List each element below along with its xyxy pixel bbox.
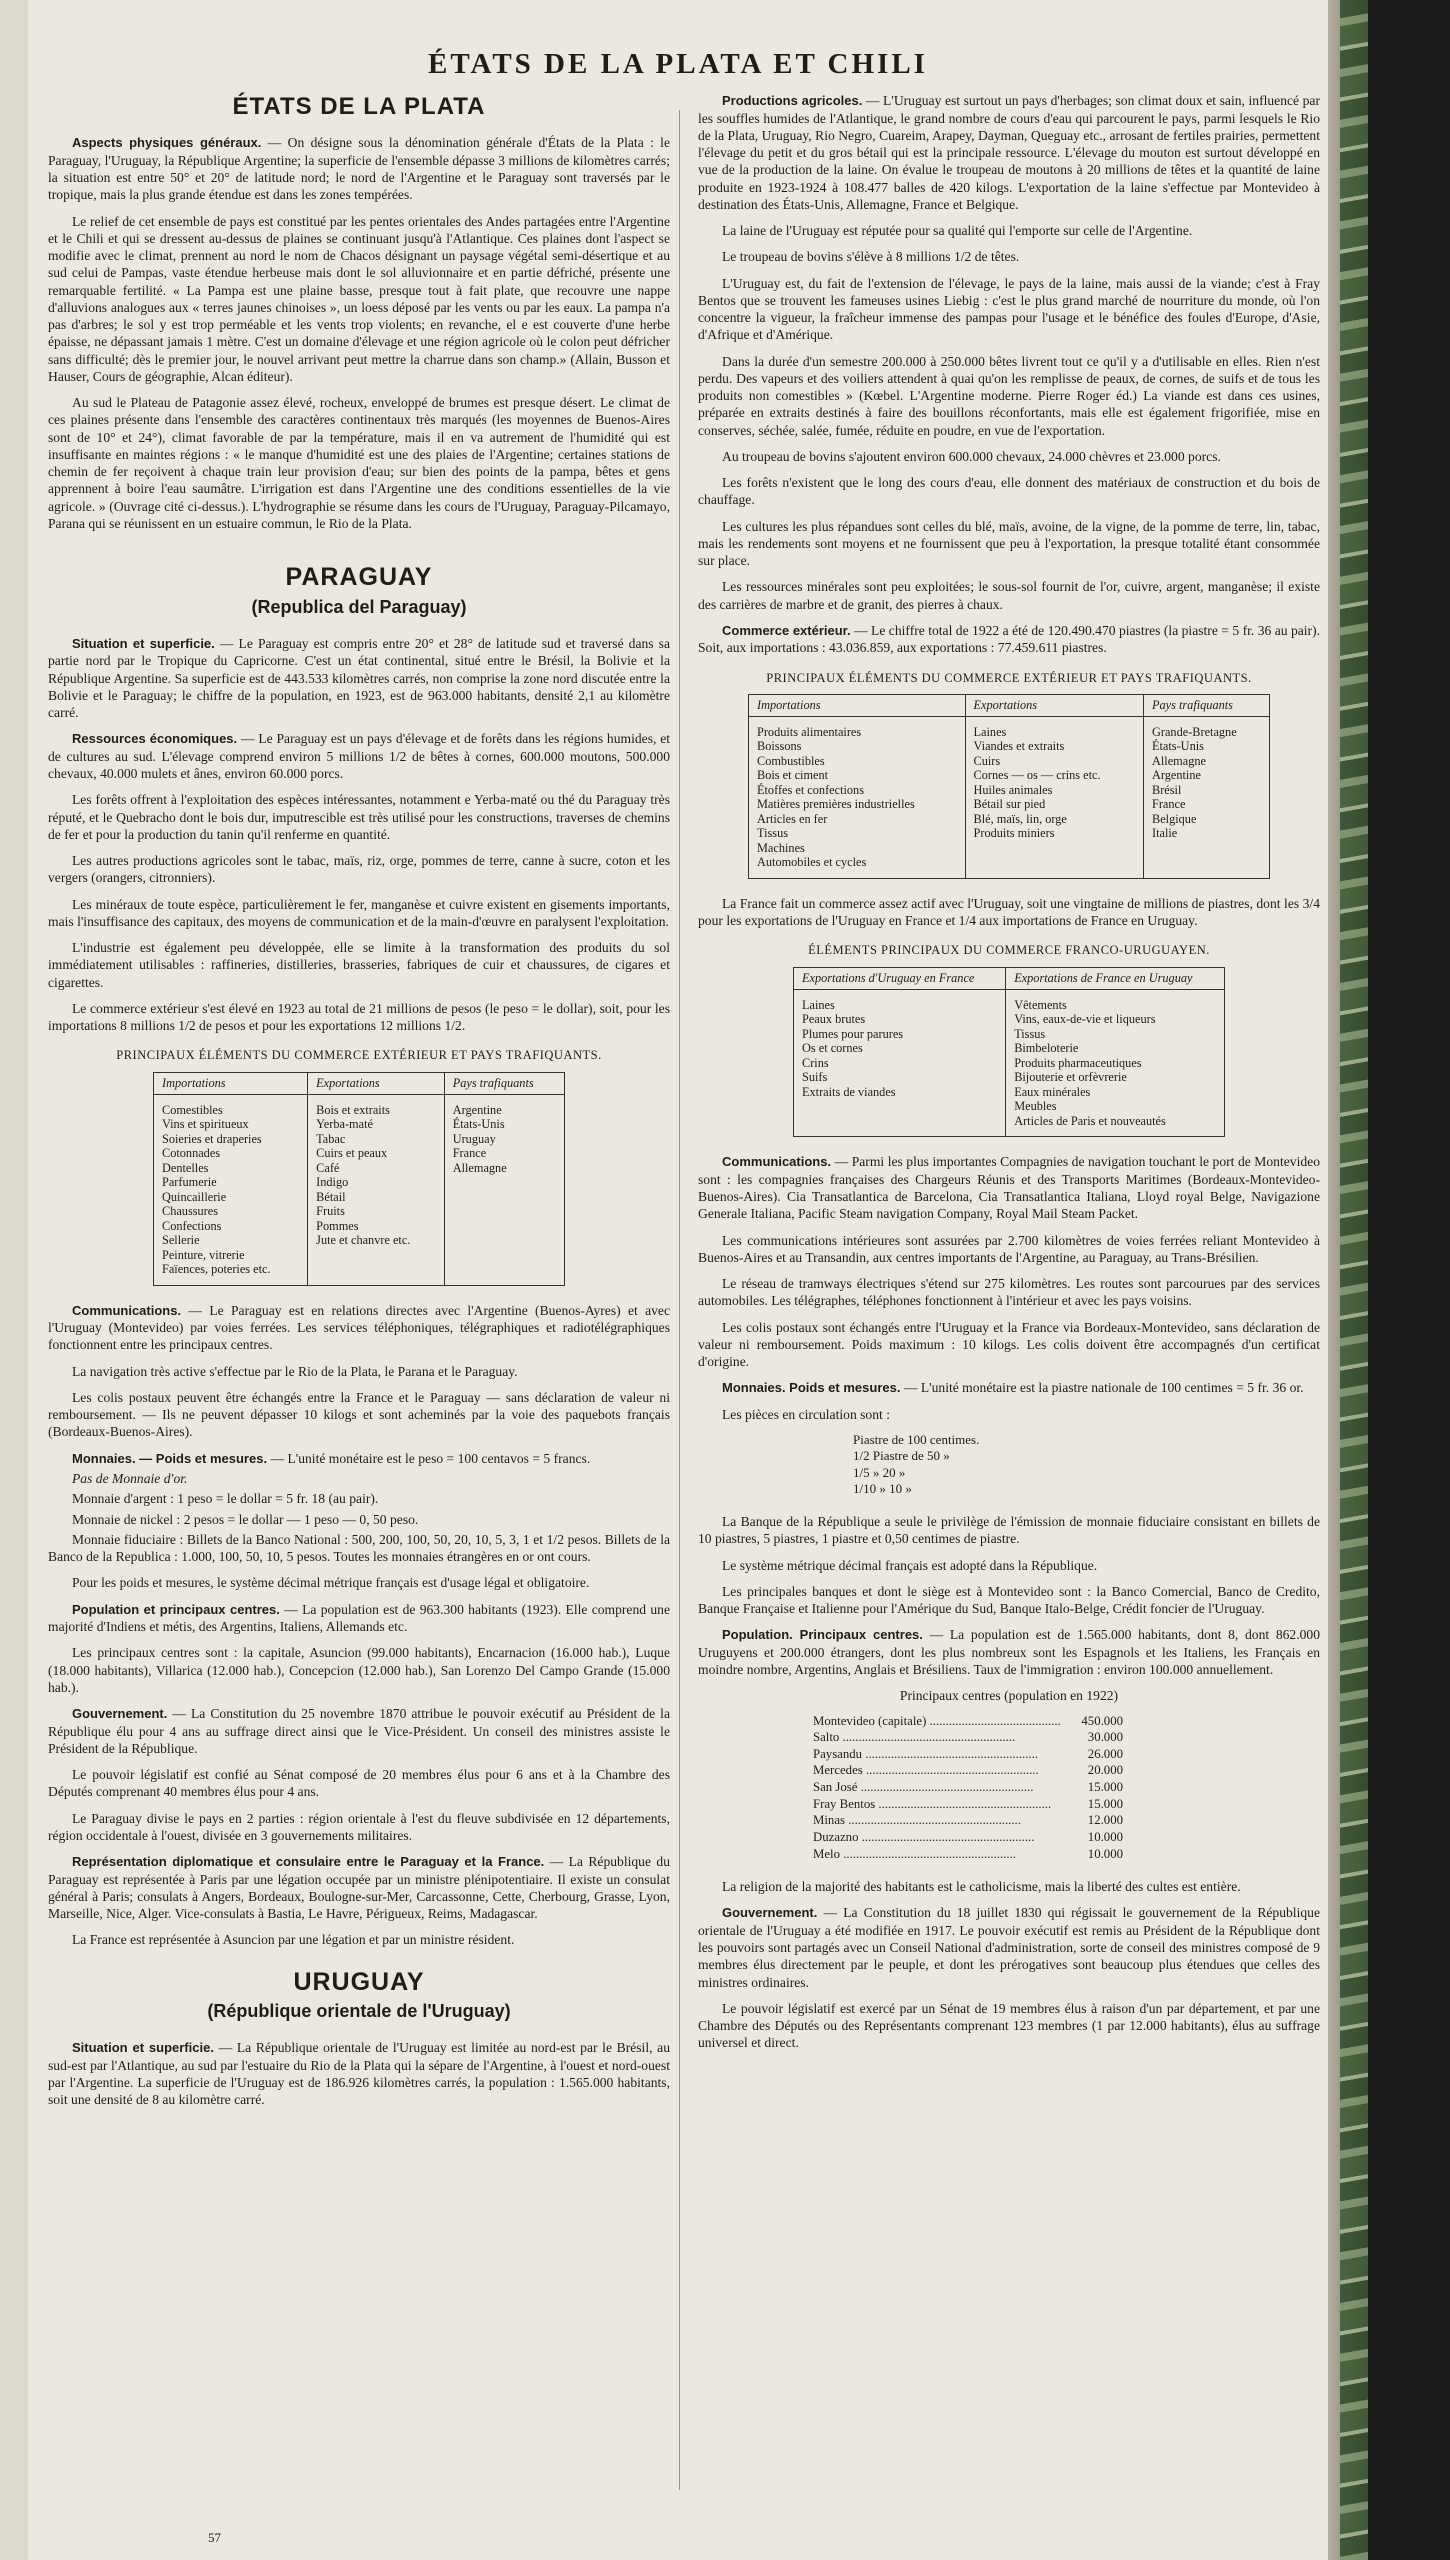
center-population: 20.000 [1087, 1763, 1123, 1778]
document-page [28, 0, 1328, 2560]
lead-heading: Gouvernement. [722, 1905, 818, 1921]
table-title: ÉLÉMENTS PRINCIPAUX DU COMMERCE FRANCO-URUGUAYEN. [808, 943, 1210, 958]
page-left-margin [0, 0, 28, 2560]
list-item: Produits miniers [973, 826, 1055, 841]
population-centers [698, 1687, 1320, 1862]
paragraph-text: — Le Paraguay est un pays d'élevage et de forêts dans les régions humides, et de cultures au sud. L'élevage comprend environ 5 millions 1/2 de bêtes à cornes, 600.000 moutons, 500.000 chevaux, 40.000 mulets et ânes, environ 60.000 porcs. [48, 731, 670, 782]
lead-heading: Monnaies. — Poids et mesures. [72, 1450, 268, 1466]
paragraph-text: — Le Paraguay est en relations directes avec l'Argentine (Buenos-Ayres) et avec l'Uruguay (Montevideo) par voies ferrées. Les services téléphoniques, télégraphiques et radiotélégraphiques fonctionnent entre les principaux centres. [48, 1302, 670, 1353]
paragraph: Le relief de cet ensemble de pays est constitué par les pentes orientales des Andes partagées entre l'Argentine et le Chili et qui se dressent au-dessus de plaines se continuant jusqu'à l'Atlantique. Ces plaines dont l'aspect se modifie avec le climat, prennent au nord le nom de Chacos désignant un paysage végétal semi-désertique et au sud celui de Pampas, vaste étendue herbeuse mais dont le sol alluvionnaire et en partie défriché, présente une remarquable fertilité. « La Pampa est une plaine basse, presque tout à fait plate, que recouvre une nappe d'alluvions analogues aux « terres jaunes chinoises », un loess déposé par les vents ou par les eaux. La pampa n'a pas d'arbres; le sol y est trop perméable et les vents trop violents; en revanche, el e est couverte d'une herbe épaisse, ne dépassant jamais 1 mètre. C'est un domaine d'élevage et une région agricole où le colon peut défricher sans difficulté; dès le premier jour, le nouvel arrivant peut mettre la charrue dans son champ.» (Allain, Busson et Hauser, Cours de géographie, Alcan éditeur). [48, 213, 670, 384]
center-row [813, 1729, 1123, 1746]
list-item: Vins, eaux-de-vie et liqueurs [1014, 1012, 1156, 1027]
list-item: Cuirs et peaux [316, 1146, 388, 1161]
list-item: Machines [757, 840, 805, 855]
table-header: Importations [154, 1073, 308, 1095]
lead-heading: Situation et superficie. [72, 635, 215, 651]
center-population: 12.000 [1087, 1813, 1123, 1828]
list-item: Tissus [757, 826, 789, 841]
list-item: 1/5 » 20 » [853, 1464, 906, 1480]
franco-uruguayan-table [793, 967, 1225, 1137]
table-cell [154, 1094, 308, 1285]
plata-title: ÉTATS DE LA PLATA [232, 93, 486, 120]
paragraph [48, 635, 670, 722]
list-item: États-Unis [452, 1117, 505, 1132]
center-row [813, 1713, 1123, 1730]
list-item: Peaux brutes [802, 1012, 866, 1027]
paragraph: Les forêts n'existent que le long des cours d'eau, elle donnent des matériaux de construction et du bois de chauffage. [698, 475, 1320, 508]
lead-heading: Ressources économiques. [72, 731, 238, 747]
list-item: Uruguay [452, 1131, 496, 1146]
paragraph-text: — On désigne sous la dénomination générale d'États de la Plata : le Paraguay, l'Uruguay, la République Argentine; la superficie de l'ensemble dépasse 3 millions de kilomètres carrés; la situation est entre 50° et 20° de latitude nord; le nord de l'Argentine et le Paraguay sont traversés par le tropique, mais la plus grande étendue est dans les zones tempérées. [48, 135, 670, 203]
paraguay-trade-table [153, 1072, 565, 1286]
center-population: 15.000 [1087, 1796, 1123, 1811]
list-item: Boissons [757, 739, 802, 754]
list-item: Crins [802, 1055, 829, 1070]
paragraph [698, 1153, 1320, 1222]
column-divider [679, 110, 680, 2490]
paragraph: Les cultures les plus répandues sont celles du blé, maïs, avoine, de la vigne, de la pomme de terre, lin, tabac, mais les rendements sont moyens et ne fournissent que peu à l'exportation, la presque totalité étant consommée sur place. [698, 518, 1320, 568]
center-name: Salto ..... [813, 1729, 1061, 1746]
list-item: Argentine [452, 1102, 502, 1117]
list-item: Café [316, 1160, 340, 1175]
paragraph [698, 92, 1320, 213]
piastre-list [853, 1432, 1320, 1497]
center-name: Minas ..... [813, 1812, 1061, 1829]
table-cell [794, 989, 1006, 1137]
list-item: Matières premières industrielles [757, 797, 915, 812]
paragraph-text: — La République du Paraguay est représentée à Paris par une légation occupée par un ministre plénipotentiaire. Il existe un consulat général à Paris; consulats à Angers, Bordeaux, Boulogne-sur-Mer, Carcassonne, Cette, Cherbourg, Grasse, Lyon, Marseille, Nice, Alger. Vice-consulats à Bastia, Le Havre, Périgueux, Reims, Madagascar. [48, 1854, 670, 1922]
list-item: Confections [162, 1218, 222, 1233]
list-item: Pommes [316, 1218, 359, 1233]
list-item: Allemagne [452, 1160, 507, 1175]
lead-heading: Productions agricoles. [722, 93, 863, 108]
list-item: Dentelles [162, 1160, 209, 1175]
list-item: Huiles animales [973, 782, 1053, 797]
lead-heading: Population et principaux centres. [72, 1601, 280, 1617]
list-item: Bétail [316, 1189, 346, 1204]
centers-title: Principaux centres (population en 1922) [899, 1688, 1119, 1704]
paragraph: Le pouvoir législatif est exercé par un Sénat de 19 membres élus à raison d'un par département, et par une Chambre des Députés ou des Représentants comprenant 123 membres (1 par 12.000 habitants), élus au suffrage universel et direct. [698, 2000, 1320, 2051]
list-item: Eaux minérales [1014, 1084, 1091, 1099]
uruguay-trade-table [748, 694, 1270, 879]
list-item: Fruits [316, 1204, 345, 1219]
table-header: Exportations [965, 695, 1143, 717]
table-cell [308, 1094, 445, 1285]
paragraph: Le réseau de tramways électriques s'étend sur 275 kilomètres. Les routes sont parcourues par des services automobiles. Les télégraphes, téléphones fonctionnent à l'intérieur et avec les pays voisins. [698, 1276, 1320, 1309]
list-item: Os et cornes [802, 1041, 863, 1056]
paragraph [698, 1379, 1320, 1397]
center-population: 10.000 [1087, 1829, 1123, 1844]
paragraph-text: — La République orientale de l'Uruguay est limitée au nord-est par le Brésil, au sud-est par l'Atlantique, au sud par l'estuaire du Rio de la Plata qui la sépare de l'Argentine, à l'ouest et nord-ouest par l'Argentine. La superficie de l'Uruguay est de 186.926 kilomètres carrés, la population : 1.565.000 habitants, soit une densité de 8 au kilomètre carré. [48, 2040, 670, 2108]
center-row [813, 1812, 1123, 1829]
lead-heading: Aspects physiques généraux. [72, 135, 262, 151]
center-name: Fray Bentos ..... [813, 1796, 1061, 1813]
lead-heading: Monnaies. Poids et mesures. [722, 1380, 901, 1396]
list-item: France [452, 1146, 487, 1161]
center-name: Duzazno ..... [813, 1829, 1061, 1846]
paragraph [48, 730, 670, 782]
list-item: Bois et extraits [316, 1102, 390, 1117]
paragraph-text: — La Constitution du 25 novembre 1870 attribue le pouvoir exécutif au Président de la République élu pour 4 ans au suffrage direct ainsi que le Vice-Président. Un conseil des ministres assiste le Président de la République. [48, 1706, 670, 1756]
paragraph: Dans la durée d'un semestre 200.000 à 250.000 bêtes livrent tout ce qu'il y a d'utilisable en elles. Rien n'est perdu. Des vapeurs et des voiliers attendent à quai qu'on les remplisse de peaux, de cornes, de suifs et de tous les produits non comestibles » (Kœbel. L'Argentine moderne. Pierre Roger éd.) La viande est dans ces usines, préparée en extraits destinés à faire des bouillons réconfortants, mais elle est également frigorifiée, mise en conserves, séchée, salée, fumée, réduite en poudre, en vue de l'exportation. [698, 353, 1320, 438]
list-item: 1/2 Piastre de 50 » [853, 1448, 950, 1464]
list-item: Bois et ciment [757, 768, 829, 783]
right-column [698, 92, 1320, 2061]
paragraph [48, 1302, 670, 1354]
paragraph: La religion de la majorité des habitants est le catholicisme, mais la liberté des cultes est entière. [722, 1879, 1241, 1895]
paragraph-text: — L'unité monétaire est la piastre nationale de 100 centimes = 5 fr. 36 or. [900, 1380, 1304, 1396]
paragraph [48, 2039, 670, 2108]
list-item: Peinture, vitrerie [162, 1247, 245, 1262]
lead-heading: Commerce extérieur. [722, 622, 851, 638]
center-row [813, 1762, 1123, 1779]
table-title: PRINCIPAUX ÉLÉMENTS DU COMMERCE EXTÉRIEUR ET PAYS TRAFIQUANTS. [116, 1048, 602, 1063]
paragraph: Au troupeau de bovins s'ajoutent environ 600.000 chevaux, 24.000 chèvres et 23.000 porcs. [722, 448, 1221, 464]
paragraph [48, 1705, 670, 1757]
list-item: Bimbeloterie [1014, 1041, 1079, 1056]
paragraph-text: — Le Paraguay est compris entre 20° et 28° de latitude sud et traversé dans sa partie nord par le Tropique du Capricorne. C'est un état continental, situé entre le Brésil, la Bolivie et la République Argentine. Sa superficie est de 443.533 kilomètres carrés, non comprise la zone nord discutée entre la Bolivie et le Paraguay; le chiffre de la population, en 1923, est de 963.000 habitants, densité 2,1 au kilomètre carré. [48, 635, 670, 721]
list-item: Meubles [1014, 1099, 1057, 1114]
paragraph: Les communications intérieures sont assurées par 2.700 kilomètres de voies ferrées reliant Montevideo à Buenos-Aires et au Transandin, aux centres importants de l'Argentine, au Paraguay, au Trans-Brésilien. [698, 1232, 1320, 1265]
paragraph: L'industrie est également peu développée, elle se limite à la transformation des produits du sol immédiatement utilisables : raffineries, distilleries, brasseries, fabriques de cuir et chaussures, de cigares et cigarettes. [48, 940, 670, 990]
list-item: 1/10 » 10 » [853, 1480, 912, 1496]
list-item: Faïences, poteries etc. [162, 1262, 271, 1277]
paragraph: L'Uruguay est, du fait de l'extension de l'élevage, le pays de la laine, mais aussi de la viande; c'est à Fray Bentos que se trouvent les fameuses usines Liebig : c'est le plus grand marché de nourriture du monde, où l'on concentre la vigueur, la fraîcheur immense des pampas pour l'usage et le bénéfice des foules d'Europe, d'Asie, d'Afrique et d'Amérique. [698, 275, 1320, 343]
center-name: Melo ..... [813, 1846, 1061, 1863]
list-item: Cotonnades [162, 1146, 221, 1161]
list-item: Belgique [1152, 811, 1197, 826]
paragraph-text: — L'Uruguay est surtout un pays d'herbages; son climat doux et sain, influencé par les souffles humides de l'Atlantique, le grand nombre de cours d'eau qui parcourent le pays, parmi lesquels le Rio de la Plata, Uruguay, Rio Negro, Cuareim, Arapey, Dayman, Queguay etc., arrosant de fertiles prairies, permettent l'élevage du petit et du gros bétail qui est la principale ressource. L'élevage du mouton est surtout développé en vue de la production de la laine. On évalue le troupeau de moutons à 20 millions de têtes et la quantité de laine produite en 1923-1924 à 108.477 balles de 420 kilogs. L'exportation de la laine s'effectue par Montevideo à destination des États-Unis, Allemagne, France et Belgique. [698, 93, 1320, 212]
centers-list [698, 1713, 1320, 1863]
center-row [813, 1796, 1123, 1813]
paragraph [698, 1904, 1320, 1991]
list-item: Piastre de 100 centimes. [853, 1432, 980, 1447]
paragraph-text: — Parmi les plus importantes Compagnies de navigation touchant le port de Montevideo sont : les compagnies françaises des Chargeurs Réunis et des Transports Maritimes (Bordeaux-Montevideo-Buenos-Aires). Cia Transatlantica de Barcelona, Cia Transatlantica Italiana, Lloyd royal Belge, Navigazione Generale Italiana, Pacific Steam navigation Company, Royal Mail Steam Packet. [698, 1154, 1320, 1222]
list-item: Soieries et draperies [162, 1131, 262, 1146]
center-population: 450.000 [1081, 1713, 1123, 1728]
center-population: 10.000 [1087, 1846, 1123, 1861]
table-header: Exportations de France en Uruguay [1006, 968, 1225, 990]
paragraph: Le Paraguay divise le pays en 2 parties : région orientale à l'est du fleuve subdivisée en 12 départements, région occidentale à l'ouest, divisée en 3 gouvernements militaires. [48, 1810, 670, 1843]
paragraph [48, 1853, 670, 1922]
paragraph-text: — Le chiffre total de 1922 a été de 120.490.470 piastres (la piastre = 5 fr. 36 au pair). Soit, aux importations : 43.036.859, aux exportations : 77.459.611 piastres. [698, 622, 1320, 656]
paragraph: Monnaie d'argent : 1 peso = le dollar = 5 fr. 18 (au pair). [72, 1491, 379, 1507]
paragraph [698, 622, 1320, 657]
paragraph: Pour les poids et mesures, le système décimal métrique français est d'usage légal et obligatoire. [72, 1575, 590, 1591]
list-item: Tissus [1014, 1026, 1046, 1041]
paragraph: Le commerce extérieur s'est élevé en 1923 au total de 21 millions de pesos (le peso = le dollar), soit, pour les importations 8 millions 1/2 de pesos et pour les exportations 12 millions 1/2. [48, 1000, 670, 1034]
paragraph: La navigation très active s'effectue par le Rio de la Plata, le Parana et le Paraguay. [72, 1363, 518, 1379]
list-item: Sellerie [162, 1233, 200, 1248]
list-item: Grande-Bretagne [1152, 724, 1237, 739]
list-item: États-Unis [1152, 739, 1204, 754]
paragraph: La France est représentée à Asuncion par une légation et par un ministre résident. [72, 1932, 515, 1948]
paragraph: Le pouvoir législatif est confié au Sénat composé de 20 membres élus pour 6 ans et à la Chambre des Députés comprenant 40 membres élus pour 4 ans. [48, 1767, 670, 1800]
paragraph: Les principaux centres sont : la capitale, Asuncion (99.000 habitants), Encarnacion (16.000 hab.), Luque (18.000 habitants), Villarica (12.000 hab.), Concepcion (12.000 hab.), San Lorenzo Del Campo Grande (15.000 hab.). [48, 1645, 670, 1695]
list-item: Extraits de viandes [802, 1084, 896, 1099]
paragraph: Les autres productions agricoles sont le tabac, maïs, riz, orge, pommes de terre, canne à sucre, coton et les vergers (orangers, citronniers). [48, 853, 670, 886]
paragraph: Les ressources minérales sont peu exploitées; le sous-sol fournit de l'or, cuivre, argent, manganèse; il existe des carrières de marbre et de granit, des pierres à chaux. [698, 579, 1320, 612]
lead-heading: Situation et superficie. [72, 2040, 214, 2056]
paragraph: Au sud le Plateau de Patagonie assez élevé, rocheux, enveloppé de brumes est presque désert. Le climat de ces plaines présente dans l'ensemble des caractères continentaux très marqués (les moyennes de Buenos-Aires sont de 10° et 24°), climat favorable de par la température, mais il en va autrement de l'humidité qui est insuffisante en maintes régions : « le manque d'humidité est une des plaies de l'Argentine; certaines stations de chemin de fer reçoivent à chaque train leur provision d'eau; sur bien des points de la pampa, bêtes et gens apprennent à boire l'eau saumâtre. L'irrigation est dans l'Argentine une des conditions essentielles de la vie agricole. » (Ouvrage cité ci-dessus.). L'hydrographie se résume dans les cours de l'Uruguay, Paraguay-Pilcamayo, Parana qui se réunissent en un estuaire commun, le Rio de la Plata. [48, 395, 670, 531]
list-item: Yerba-maté [316, 1117, 373, 1132]
center-row [813, 1779, 1123, 1796]
center-name: Mercedes ..... [813, 1762, 1061, 1779]
list-item: Indigo [316, 1175, 349, 1190]
paragraph: Les minéraux de toute espèce, particulièrement le fer, manganèse et cuivre existent en gisements importants, mais l'insuffisance des capitaux, des moyens de communication et de la main-d'œuvre en paralysent l'exploitation. [48, 896, 670, 929]
paragraph-text: — La population est de 1.565.000 habitants, dont 8, dont 862.000 Uruguyens et 200.000 étrangers, dont les plus nombreux sont les Espagnols et les Italiens, les Français en moindre nombre, Argentins, Anglais et Brésiliens. Taux de l'immigration : environ 100.000 annuellement. [698, 1627, 1321, 1677]
table-cell [749, 716, 966, 878]
list-item: Suifs [802, 1070, 828, 1085]
list-item: Quincaillerie [162, 1189, 227, 1204]
paragraph: Le système métrique décimal français est adopté dans la République. [722, 1557, 1098, 1573]
center-row [813, 1829, 1123, 1846]
list-item: Cuirs [973, 753, 1001, 768]
list-item: Viandes et extraits [973, 739, 1065, 754]
table-header: Exportations [308, 1073, 445, 1095]
list-item: Bijouterie et orfèvrerie [1014, 1070, 1127, 1085]
paragraph: La Banque de la République a seule le privilège de l'émission de monnaie fiduciaire consistant en billets de 10 piastres, 5 piastres, 1 piastre et 0,50 centimes de piastre. [698, 1514, 1320, 1547]
uruguay-title: URUGUAY [293, 1967, 425, 1996]
paragraph [48, 1601, 670, 1636]
lead-heading: Population. Principaux centres. [722, 1627, 923, 1643]
book-cover [1368, 0, 1450, 2560]
center-row [813, 1746, 1123, 1763]
paragraph [698, 1626, 1320, 1678]
paraguay-title: PARAGUAY [285, 563, 433, 592]
center-name: San José ..... [813, 1779, 1061, 1796]
center-name: Paysandu ..... [813, 1746, 1061, 1763]
list-item: Articles de Paris et nouveautés [1014, 1113, 1166, 1128]
paragraph: Les colis postaux peuvent être échangés entre la France et le Paraguay — sans déclaration de valeur ni remboursement. — Ils ne peuvent dépasser 10 kilogs et sont acheminés par la voie des paquebots français (Bordeaux-Buenos-Aires). [48, 1389, 670, 1440]
list-item: Tabac [316, 1131, 346, 1146]
paragraph: Monnaie de nickel : 2 pesos = le dollar — 1 peso — 0, 50 peso. [72, 1511, 419, 1527]
table-cell [444, 1094, 564, 1285]
list-item: Étoffes et confections [757, 782, 864, 797]
table-cell [1006, 989, 1225, 1137]
center-name: Montevideo (capitale) ..... [813, 1713, 1061, 1730]
list-item: Produits alimentaires [757, 724, 862, 739]
table-cell [1144, 716, 1270, 878]
list-item: Cornes — os — crins etc. [973, 768, 1101, 783]
lead-heading: Gouvernement. [72, 1706, 168, 1722]
lead-heading: Communications. [72, 1302, 182, 1318]
table-cell [965, 716, 1143, 878]
table-header: Pays trafiquants [1144, 695, 1270, 717]
lead-heading: Communications. [722, 1154, 832, 1170]
paragraph [48, 134, 670, 203]
center-population: 15.000 [1087, 1780, 1123, 1794]
list-item: Automobiles et cycles [757, 855, 867, 870]
main-title: ÉTATS DE LA PLATA ET CHILI [428, 48, 928, 80]
table-header: Exportations d'Uruguay en France [794, 968, 1006, 990]
lead-heading: Représentation diplomatique et consulaire entre le Paraguay et la France. [72, 1854, 545, 1870]
list-item: Allemagne [1152, 753, 1206, 768]
center-row [813, 1846, 1123, 1863]
list-item: Chaussures [162, 1204, 219, 1219]
center-population: 26.000 [1087, 1746, 1123, 1761]
list-item: Blé, maïs, lin, orge [973, 811, 1067, 826]
paragraph-text: — L'unité monétaire est le peso = 100 centavos = 5 francs. [267, 1450, 591, 1466]
list-item: Brésil [1152, 782, 1182, 797]
list-item: Plumes pour parures [802, 1026, 904, 1041]
table-header: Pays trafiquants [444, 1073, 564, 1095]
paragraph: Les forêts offrent à l'exploitation des espèces intéressantes, notamment e Yerba-maté ou thé du Paraguay très réputé, et le Quebracho dont le bois dur, imputrescible est très utilisé pour les constructions, traverses de chemins de fer et pour la production du tanin qu'il renferme en quantité. [48, 792, 670, 842]
paragraph: Les colis postaux sont échangés entre l'Uruguay et la France via Bordeaux-Montevideo, sans déclaration de valeur ni remboursement. Poids maximum : 10 kilogs. Les colis doivent être accompagnés d'un certificat d'origine. [698, 1319, 1320, 1369]
paragraph: Le troupeau de bovins s'élève à 8 millions 1/2 de têtes. [722, 249, 1020, 265]
list-item: Jute et chanvre etc. [316, 1233, 411, 1248]
paragraph: Les pièces en circulation sont : [722, 1406, 890, 1422]
list-item: Argentine [1152, 768, 1201, 783]
paragraph: Monnaie fiduciaire : Billets de la Banco National : 500, 200, 100, 50, 20, 10, 5, 3, 1 et 1/2 pesos. Billets de la Banco de la Republica : 1.000, 100, 50, 10, 5 pesos. Toutes les monnaies étrangères en or ont cours. [48, 1531, 670, 1565]
uruguay-subtitle: (République orientale de l'Uruguay) [207, 2001, 511, 2022]
list-item: Vins et spiritueux [162, 1117, 249, 1132]
list-item: Italie [1152, 826, 1178, 841]
list-item: Laines [973, 724, 1007, 739]
left-column [48, 92, 670, 2118]
paragraph [48, 1450, 670, 1468]
list-item: Vêtements [1014, 997, 1067, 1012]
list-item: Combustibles [757, 753, 825, 768]
paragraph: La laine de l'Uruguay est réputée pour sa qualité qui l'emporte sur celle de l'Argentine. [722, 223, 1193, 238]
paraguay-subtitle: (Republica del Paraguay) [251, 596, 467, 617]
page-number: 57 [208, 2530, 221, 2545]
list-item: Bétail sur pied [973, 797, 1046, 812]
center-population: 30.000 [1087, 1730, 1123, 1745]
list-item: Comestibles [162, 1102, 223, 1117]
paragraph: Les principales banques et dont le siège est à Montevideo sont : la Banco Comercial, Banco de Credito, Banque Française et Italienne pour l'Amérique du Sud, Banque Italo-Belge, Crédit foncier de l'Uruguay. [698, 1583, 1320, 1616]
table-header: Importations [749, 695, 966, 717]
paragraph: La France fait un commerce assez actif avec l'Uruguay, soit une vingtaine de millions de piastres, dont les 3/4 pour les exportations de l'Uruguay en France et 1/4 aux importations de France en Uruguay. [698, 895, 1320, 929]
paragraph: Pas de Monnaie d'or. [72, 1471, 188, 1487]
paragraph-text: — La population est de 963.300 habitants (1923). Elle comprend une majorité d'Indiens et métis, des Argentins, Italiens, Allemands etc. [48, 1601, 670, 1635]
paragraph-text: — La Constitution du 18 juillet 1830 qui régissait le gouvernement de la République orientale de l'Uruguay a été modifiée en 1917. Le pouvoir exécutif est remis au Président de la République dont les pouvoirs sont partagés avec un Conseil National d'administration, sorte de conseil des ministres composé de 9 membres élus directement par le peuple, et dont les prérogatives sont beaucoup plus étendues que celles des ministres ordinaires. [698, 1905, 1320, 1990]
list-item: Parfumerie [162, 1175, 217, 1190]
table-title: PRINCIPAUX ÉLÉMENTS DU COMMERCE EXTÉRIEUR ET PAYS TRAFIQUANTS. [766, 670, 1252, 685]
list-item: Produits pharmaceutiques [1014, 1055, 1142, 1070]
list-item: Laines [802, 997, 835, 1012]
list-item: France [1152, 797, 1186, 812]
list-item: Articles en fer [757, 811, 828, 826]
